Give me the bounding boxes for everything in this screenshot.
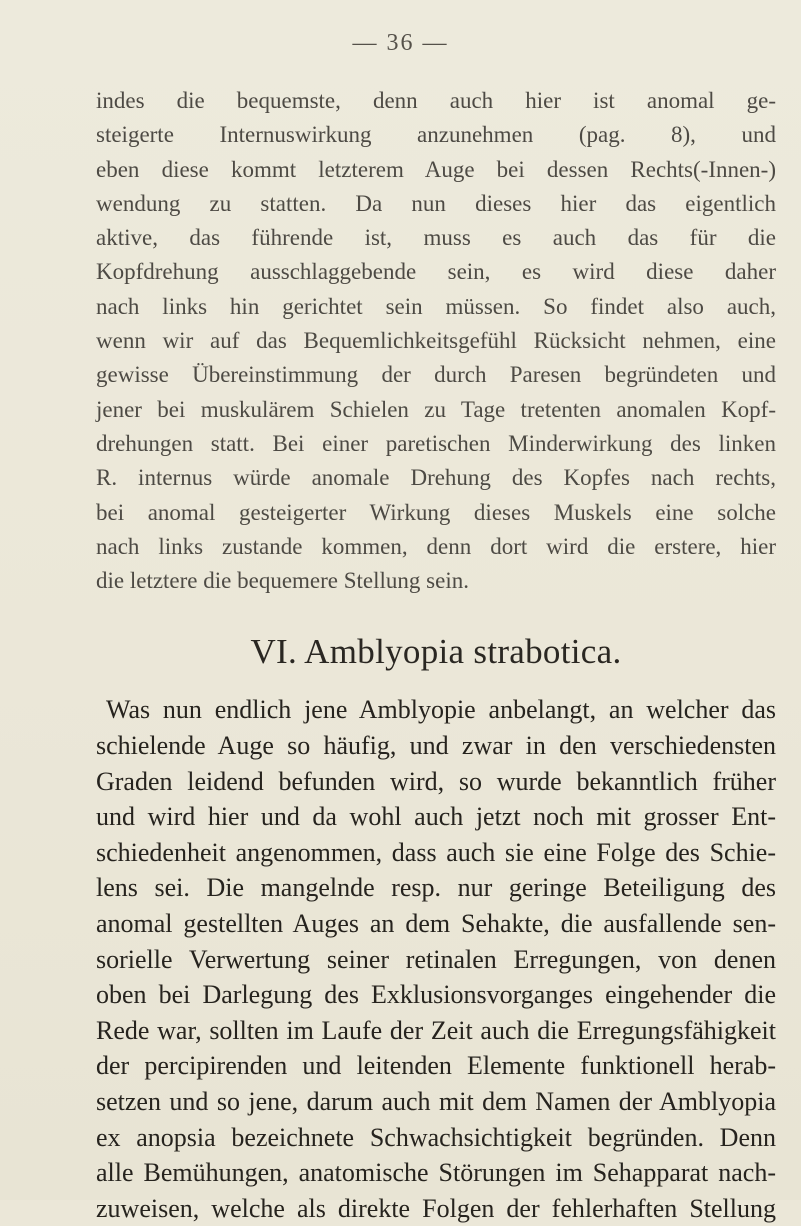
text-line: Kopfdrehung ausschlaggebende sein, es wird diese daher	[96, 259, 776, 285]
text-line: jener bei muskulärem Schielen zu Tage tretenten anomalen Kopf-	[96, 396, 776, 422]
section-heading: VI. Amblyopia strabotica.	[250, 632, 622, 672]
text-line: eben diese kommt letzterem Auge bei dessen Rechts(-Innen-)	[96, 156, 776, 182]
text-line: aktive, das führende ist, muss es auch das für die	[96, 225, 776, 251]
text-line: alle Bemühungen, anatomische Störungen im Sehapparat nach-	[96, 1158, 776, 1188]
text-line: Graden leidend befunden wird, so wurde bekanntlich früher	[96, 766, 776, 796]
text-line: ex anopsia bezeichnete Schwachsichtigkeit begründen. Denn	[96, 1122, 776, 1152]
text-line: nach links hin gerichtet sein müssen. So findet also auch,	[96, 293, 776, 319]
text-line: gewisse Übereinstimmung der durch Paresen begründeten und	[96, 362, 776, 388]
paragraph	[96, 692, 776, 1226]
text-line: Rede war, sollten im Laufe der Zeit auch die Erregungsfähigkeit	[96, 1015, 776, 1045]
text-line: drehungen statt. Bei einer paretischen Minderwirkung des linken	[96, 430, 776, 456]
body-text	[96, 84, 776, 1226]
page-number: — 36 —	[352, 30, 449, 56]
text-line: anomal gestellten Auges an dem Sehakte, die ausfallende sen-	[96, 909, 776, 939]
text-line: wenn wir auf das Bequemlichkeitsgefühl Rücksicht nehmen, eine	[96, 328, 776, 354]
text-line: wendung zu statten. Da nun dieses hier das eigentlich	[96, 190, 776, 216]
text-line: die letztere die bequemere Stellung sein.	[96, 568, 469, 594]
text-line: und wird hier und da wohl auch jetzt noch mit grosser Ent-	[96, 802, 776, 832]
text-line: lens sei. Die mangelnde resp. nur geringe Beteiligung des	[96, 873, 776, 903]
text-line: nach links zustande kommen, denn dort wird die erstere, hier	[96, 533, 776, 559]
text-line: steigerte Internuswirkung anzunehmen (pag. 8), und	[96, 122, 776, 148]
text-line: zuweisen, welche als direkte Folgen der fehlerhaften Stellung	[96, 1193, 776, 1223]
text-line: sorielle Verwertung seiner retinalen Erregungen, von denen	[96, 944, 776, 974]
text-line: oben bei Darlegung des Exklusionsvorganges eingehender die	[96, 980, 776, 1010]
text-line: schielende Auge so häufig, und zwar in den verschiedensten	[96, 731, 776, 761]
text-line: schiedenheit angenommen, dass auch sie eine Folge des Schie-	[96, 837, 776, 867]
paragraph-continued	[96, 84, 776, 598]
text-line: Was nun endlich jene Amblyopie anbelangt, an welcher das	[106, 695, 776, 725]
text-line: indes die bequemste, denn auch hier ist anomal ge-	[96, 88, 776, 113]
text-line: R. internus würde anomale Drehung des Kopfes nach rechts,	[96, 465, 776, 491]
text-line: bei anomal gesteigerter Wirkung dieses Muskels eine solche	[96, 499, 776, 525]
text-line: der percipirenden und leitenden Elemente funktionell herab-	[96, 1051, 776, 1081]
text-line: setzen und so jene, darum auch mit dem Namen der Amblyopia	[96, 1086, 776, 1116]
